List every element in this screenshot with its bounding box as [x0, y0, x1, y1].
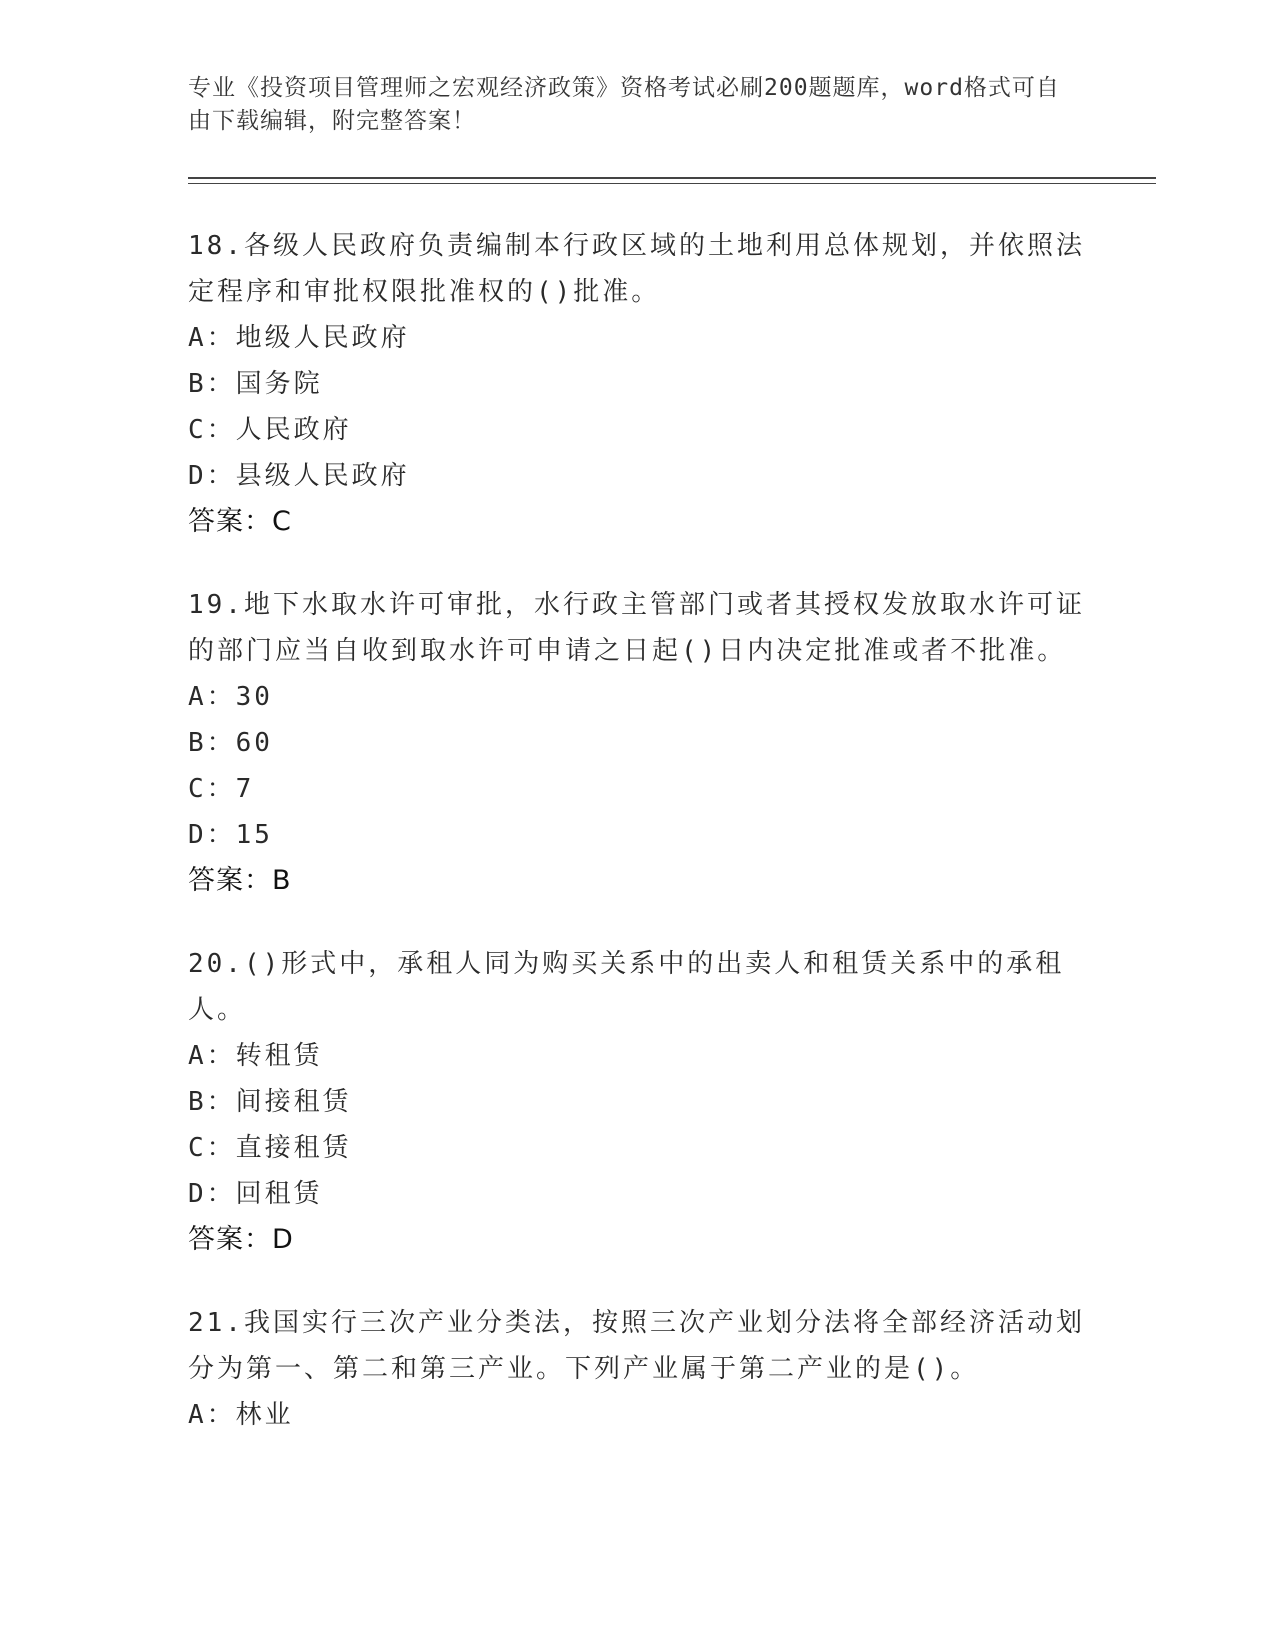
question-stem: 19.地下水取水许可审批，水行政主管部门或者其授权发放取水许可证的部门应当自收到取水许可申请之日起()日内决定批准或者不批准。 — [188, 590, 1085, 666]
question-stem: 21.我国实行三次产业分类法，按照三次产业划分法将全部经济活动划分为第一、第二和第三产业。下列产业属于第二产业的是()。 — [188, 1308, 1085, 1384]
question-stem: 18.各级人民政府负责编制本行政区域的土地利用总体规划，并依照法定程序和审批权限批准权的()批准。 — [188, 231, 1085, 307]
option-b: B：间接租赁 — [188, 1087, 352, 1117]
option-b: B：国务院 — [188, 369, 323, 399]
question-19 — [188, 582, 1088, 904]
option-a: A：地级人民政府 — [188, 323, 410, 353]
option-c: C：直接租赁 — [188, 1133, 352, 1163]
header-divider-thin — [188, 183, 1156, 184]
option-c: C：7 — [188, 774, 255, 804]
option-c: C：人民政府 — [188, 415, 352, 445]
question-21 — [188, 1300, 1088, 1438]
option-a: A：林业 — [188, 1400, 294, 1430]
question-stem: 20.()形式中，承租人同为购买关系中的出卖人和租赁关系中的承租人。 — [188, 949, 1065, 1025]
answer-line: 答案：B — [188, 865, 292, 896]
document-header — [188, 72, 1068, 138]
answer-line: 答案：D — [188, 1224, 294, 1255]
option-a: A：转租赁 — [188, 1041, 323, 1071]
answer-line: 答案：C — [188, 506, 292, 537]
option-a: A：30 — [188, 682, 273, 712]
option-b: B：60 — [188, 728, 273, 758]
option-d: D：回租赁 — [188, 1179, 323, 1209]
option-d: D：15 — [188, 820, 273, 850]
question-18 — [188, 223, 1088, 545]
option-d: D：县级人民政府 — [188, 461, 410, 491]
question-20 — [188, 941, 1088, 1263]
header-title: 专业《投资项目管理师之宏观经济政策》资格考试必刷200题题库，word格式可自由下载编辑，附完整答案！ — [188, 75, 1060, 134]
header-divider-thick — [188, 177, 1156, 179]
